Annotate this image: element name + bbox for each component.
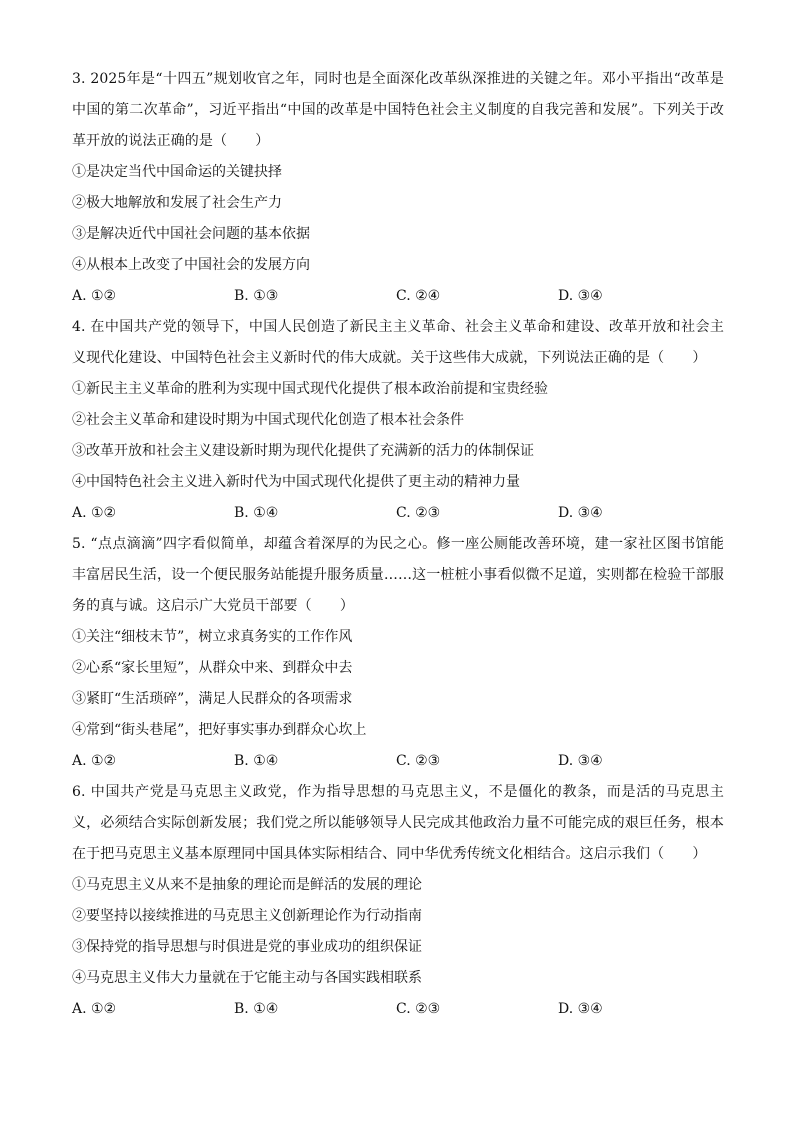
- statement-option: ①是决定当代中国命运的关键抉择: [72, 164, 282, 180]
- statement-option: ②极大地解放和发展了社会生产力: [72, 195, 282, 211]
- answer-choices: [72, 746, 724, 777]
- choice-c: C. ②③: [396, 505, 441, 521]
- answer-choices: [72, 498, 724, 529]
- statement-option: ①新民主主义革命的胜利为实现中国式现代化提供了根本政治前提和宝贵经验: [72, 381, 548, 397]
- choice-c: C. ②③: [396, 1001, 441, 1017]
- choice-c: C. ②③: [396, 753, 441, 769]
- question-stem: 5. “点点滴滴”四字看似简单，却蕴含着深厚的为民之心。修一座公厕能改善环境，建一家社区图书馆能丰富居民生活，设一个便民服务站能提升服务质量……这一桩桩小事看似微不足道，实则都在检验干部服务的真与诚。这启示广大党员干部要（ ）: [72, 536, 724, 614]
- choice-d: D. ③④: [558, 505, 603, 521]
- choice-b: B. ①④: [234, 505, 279, 521]
- choice-b: B. ①④: [234, 753, 279, 769]
- statement-option: ①马克思主义从来不是抽象的理论而是鲜活的发展的理论: [72, 877, 422, 893]
- statement-option: ③紧盯“生活琐碎”，满足人民群众的各项需求: [72, 691, 353, 707]
- choice-a: A. ①②: [72, 1001, 117, 1017]
- choice-a: A. ①②: [72, 505, 117, 521]
- choice-a: A. ①②: [72, 753, 117, 769]
- question-stem: 4. 在中国共产党的领导下，中国人民创造了新民主主义革命、社会主义革命和建设、改革开放和社会主义现代化建设、中国特色社会主义新时代的伟大成就。关于这些伟大成就，下列说法正确的是（ ）: [72, 319, 724, 366]
- choice-d: D. ③④: [558, 288, 603, 304]
- choice-a: A. ①②: [72, 288, 117, 304]
- question-6: [72, 777, 724, 1025]
- question-stem: 3. 2025年是“十四五”规划收官之年，同时也是全面深化改革纵深推进的关键之年。邓小平指出“改革是中国的第二次革命”，习近平指出“中国的改革是中国特色社会主义制度的自我完善和发展”。下列关于改革开放的说法正确的是（ ）: [72, 71, 724, 149]
- exam-page: [72, 64, 724, 1025]
- question-3: [72, 64, 724, 312]
- question-stem: 6. 中国共产党是马克思主义政党，作为指导思想的马克思主义，不是僵化的教条，而是活的马克思主义，必须结合实际创新发展；我们党之所以能够领导人民完成其他政治力量不可能完成的艰巨任务，根本在于把马克思主义基本原理同中国具体实际相结合、同中华优秀传统文化相结合。这启示我们（ ）: [72, 784, 724, 862]
- statement-option: ①关注“细枝末节”，树立求真务实的工作作风: [72, 629, 353, 645]
- choice-c: C. ②④: [396, 288, 441, 304]
- choice-d: D. ③④: [558, 753, 603, 769]
- statement-option: ③是解决近代中国社会问题的基本依据: [72, 226, 310, 242]
- answer-choices: [72, 281, 724, 312]
- choice-b: B. ①④: [234, 1001, 279, 1017]
- answer-choices: [72, 994, 724, 1025]
- choice-d: D. ③④: [558, 1001, 603, 1017]
- statement-option: ④从根本上改变了中国社会的发展方向: [72, 257, 310, 273]
- question-4: [72, 312, 724, 529]
- statement-option: ②心系“家长里短”，从群众中来、到群众中去: [72, 660, 353, 676]
- statement-option: ②社会主义革命和建设时期为中国式现代化创造了根本社会条件: [72, 412, 464, 428]
- statement-option: ④中国特色社会主义进入新时代为中国式现代化提供了更主动的精神力量: [72, 474, 520, 490]
- statement-option: ④马克思主义伟大力量就在于它能主动与各国实践相联系: [72, 970, 422, 986]
- statement-option: ②要坚持以接续推进的马克思主义创新理论作为行动指南: [72, 908, 422, 924]
- choice-b: B. ①③: [234, 288, 279, 304]
- statement-option: ③改革开放和社会主义建设新时期为现代化提供了充满新的活力的体制保证: [72, 443, 534, 459]
- question-5: [72, 529, 724, 777]
- statement-option: ③保持党的指导思想与时俱进是党的事业成功的组织保证: [72, 939, 422, 955]
- statement-option: ④常到“街头巷尾”，把好事实事办到群众心坎上: [72, 722, 367, 738]
